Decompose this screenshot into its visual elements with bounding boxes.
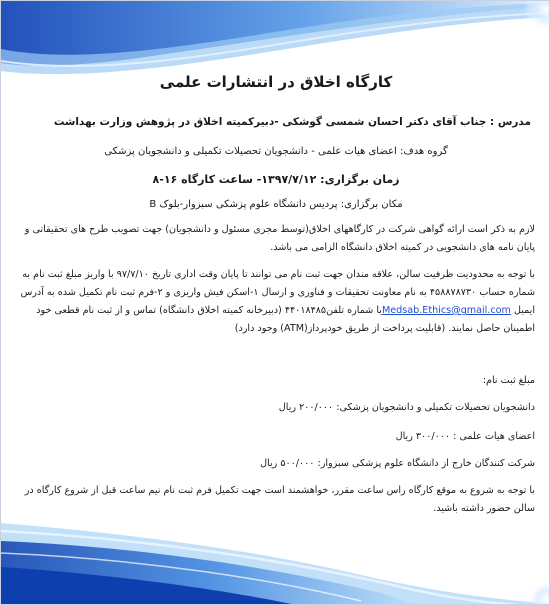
fee-faculty: اعضای هیات علمی : ۳۰۰/۰۰۰ ریال bbox=[395, 431, 535, 442]
certificate-note: لازم به ذکر است ارائه گواهی شرکت در کارگاههای اخلاق(توسط مجری مسئول و دانشجویان) جهت تصویب طرح های تحقیقاتی و پایان نامه های دانشجویی در کمیته اخلاق دانشگاه الزامی می باشد. bbox=[24, 224, 535, 253]
fee-students: دانشجویان تحصیلات تکمیلی و دانشجویان پزشکی: ۲۰۰/۰۰۰ ریال bbox=[278, 402, 535, 413]
page-title: کارگاه اخلاق در انتشارات علمی bbox=[159, 73, 393, 91]
fees-heading: مبلغ ثبت نام: bbox=[482, 375, 535, 386]
email-link[interactable]: Medsab.Ethics@gmail.com bbox=[381, 305, 511, 316]
poster-content bbox=[1, 1, 550, 605]
registration-text-part2: یا شماره تلفن۴۴۰۱۸۴۸۵ (دبیرخانه کمیته اخلاق دانشگاه) تماس و از ثبت نام قطعی خود اطمینان حاصل نمایند. (قابلیت پرداخت از طریق خودپرداز(ATM) وجود دارد) bbox=[36, 305, 535, 334]
instructor-line: مدرس : جناب آقای دکتر احسان شمسی گوشکی -دبیرکمیته اخلاق در پژوهش وزارت بهداشت bbox=[53, 116, 531, 128]
registration-text-part1: با توجه به محدودیت ظرفیت سالن، علاقه مندان جهت ثبت نام می توانند تا پایان وقت اداری تاریخ ۹۷/۷/۱۰ با واریز مبلغ ثبت نام به شماره حساب ۴۵۸۸۷۸۷۳۰ به نام معاونت تحقیقات و فناوری و ارسال ۱-اسکن فیش واریزی و ۲-فرم ثبت نام تکمیل شده به آدرس ایمیل bbox=[20, 269, 535, 316]
target-audience: گروه هدف: اعضای هیات علمی - دانشجویان تحصیلات تکمیلی و دانشجویان پزشکی bbox=[104, 146, 448, 157]
fee-external: شرکت کنندگان خارج از دانشگاه علوم پزشکی سبزوار: ۵۰۰/۰۰۰ ریال bbox=[260, 458, 535, 469]
workshop-venue: مکان برگزاری: پردیس دانشگاه علوم پزشکی سبزوار-بلوک B bbox=[149, 199, 403, 210]
workshop-date: زمان برگزاری: ۱۳۹۷/۷/۱۲- ساعت کارگاه ۱۶-۸ bbox=[152, 173, 400, 186]
registration-instructions bbox=[17, 266, 535, 338]
punctuality-note: با توجه به شروع به موقع کارگاه راس ساعت مقرر، خواهشمند است جهت تکمیل فرم ثبت نام نیم ساعت قبل از شروع کارگاه در سالن حضور داشته باشید. bbox=[24, 485, 535, 514]
